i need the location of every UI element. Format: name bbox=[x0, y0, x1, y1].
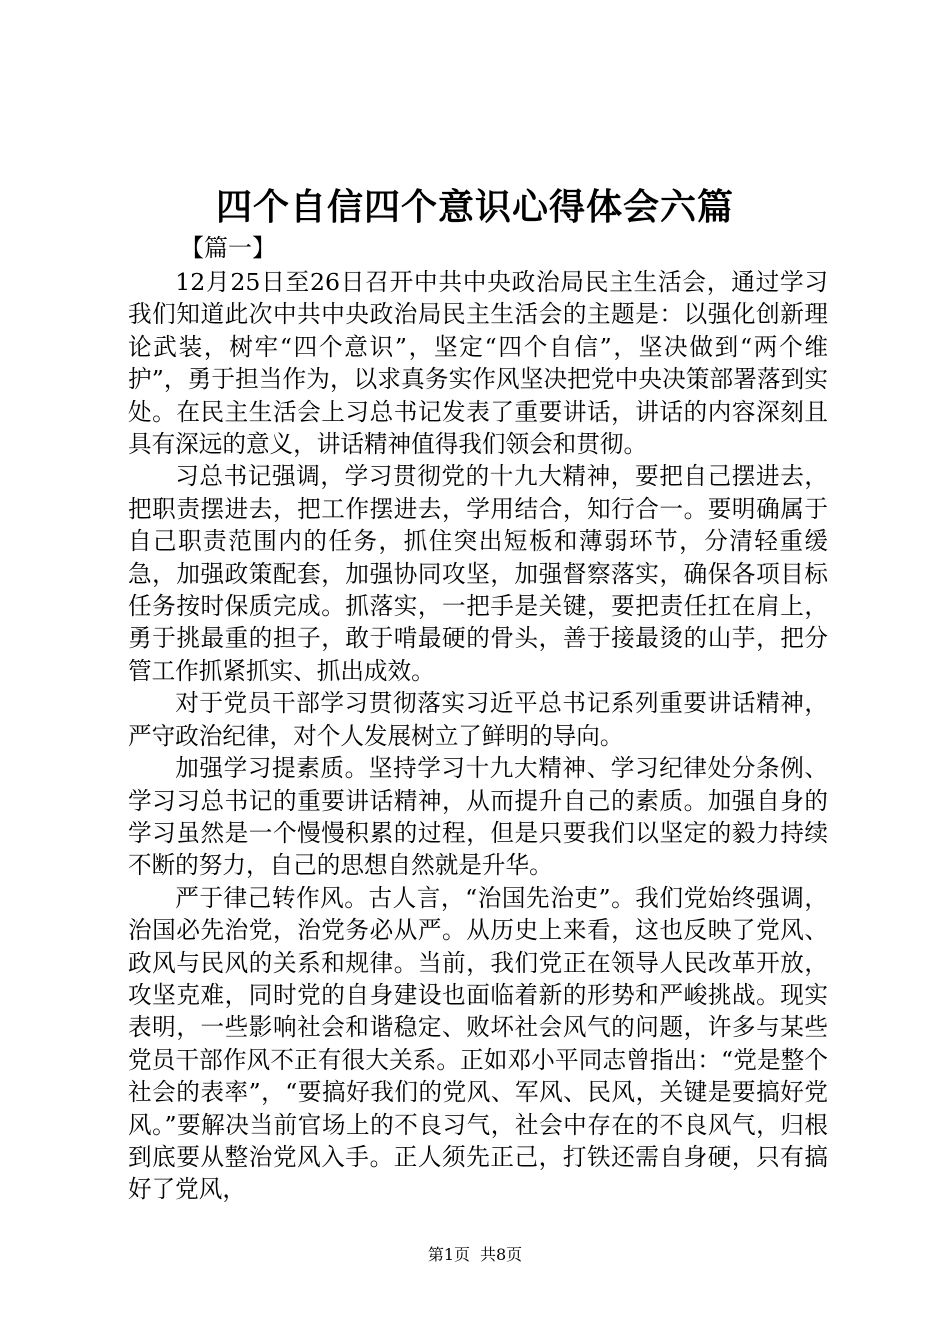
page-number-total: 共8页 bbox=[480, 1245, 523, 1264]
page-footer bbox=[0, 1244, 950, 1266]
document-body bbox=[128, 266, 828, 1206]
page-number-current: 第1页 bbox=[427, 1245, 470, 1264]
paragraph: 严于律己转作风。古人言，“治国先治吏”。我们党始终强调，治国必先治党，治党务必从严。从历史上来看，这也反映了党风、政风与民风的关系和规律。当前，我们党正在领导人民改革开放，攻坚克难，同时党的自身建设也面临着新的形势和严峻挑战。现实表明，一些影响社会和谐稳定、败坏社会风气的问题，许多与某些党员干部作风不正有很大关系。正如邓小平同志曾指出：“党是整个社会的表率”，“要搞好我们的党风、军风、民风，关键是要搞好党风。”要解决当前官场上的不良习气，社会中存在的不良风气，归根到底要从整治党风入手。正人须先正己，打铁还需自身硬，只有搞好了党风， bbox=[128, 883, 828, 1204]
paragraph: 对于党员干部学习贯彻落实习近平总书记系列重要讲话精神，严守政治纪律，对个人发展树立了鲜明的导向。 bbox=[128, 689, 828, 750]
section-label: 【篇一】 bbox=[180, 234, 276, 262]
paragraph: 加强学习提素质。坚持学习十九大精神、学习纪律处分条例、学习习总书记的重要讲话精神，从而提升自己的素质。加强自身的学习虽然是一个慢慢积累的过程，但是只要我们以坚定的毅力持续不断的努力，自己的思想自然就是升华。 bbox=[128, 754, 828, 880]
paragraph: 习总书记强调，学习贯彻党的十九大精神，要把自己摆进去，把职责摆进去，把工作摆进去，学用结合，知行合一。要明确属于自己职责范围内的任务，抓住突出短板和薄弱环节，分清轻重缓急，加强政策配套，加强协同攻坚，加强督察落实，确保各项目标任务按时保质完成。抓落实，一把手是关键，要把责任扛在肩上，勇于挑最重的担子，敢于啃最硬的骨头，善于接最烫的山芋，把分管工作抓紧抓实、抓出成效。 bbox=[128, 462, 828, 685]
paragraph: 12月25日至26日召开中共中央政治局民主生活会，通过学习我们知道此次中共中央政治局民主生活会的主题是：以强化创新理论武装，树牢“四个意识”，坚定“四个自信”，坚决做到“两个维护”，勇于担当作为，以求真务实作风坚决把党中央决策部署落到实处。在民主生活会上习总书记发表了重要讲话，讲话的内容深刻且具有深远的意义，讲话精神值得我们领会和贯彻。 bbox=[128, 268, 828, 459]
document-title: 四个自信四个意识心得体会六篇 bbox=[215, 186, 734, 228]
